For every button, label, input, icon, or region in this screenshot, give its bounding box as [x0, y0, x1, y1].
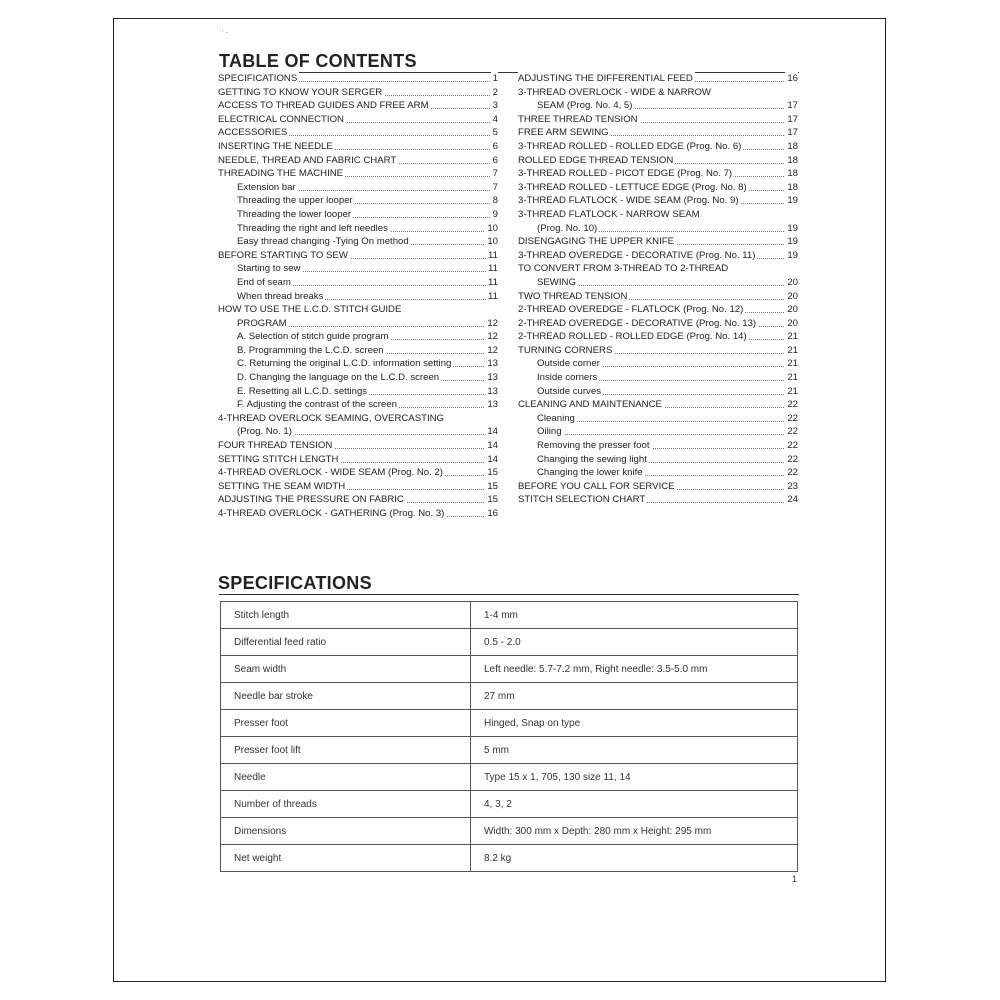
toc-entry: [218, 507, 498, 521]
table-row: [221, 764, 798, 791]
toc-entry-page: 16: [787, 73, 798, 84]
toc-entry-title: 4-THREAD OVERLOCK SEAMING, OVERCASTING: [218, 412, 445, 424]
toc-entry-page: 7: [492, 168, 498, 180]
toc-entry-page: 20: [787, 304, 798, 316]
toc-entry: [518, 181, 798, 195]
toc-entry: [218, 99, 498, 113]
toc-entry-title: 3-THREAD OVEREDGE - DECORATIVE (Prog. No. 11): [518, 249, 756, 261]
spec-value: 0.5 - 2.0: [471, 629, 798, 656]
spec-value: Type 15 x 1, 705, 130 size 11, 14: [471, 764, 798, 791]
toc-entry-title: 3-THREAD FLATLOCK - NARROW SEAM: [518, 208, 700, 220]
toc-entry: [518, 357, 798, 371]
toc-entry-title: 3-THREAD OVERLOCK - WIDE & NARROW: [518, 86, 711, 98]
toc-entry-title: 4-THREAD OVERLOCK - WIDE SEAM (Prog. No. 2): [218, 467, 443, 479]
toc-entry-title: B. Programming the L.C.D. screen: [237, 344, 384, 356]
spec-label: Seam width: [221, 656, 471, 683]
toc-entry: [218, 344, 498, 358]
toc-entry-page: 8: [492, 195, 498, 207]
toc-entry-title: Oiling: [537, 426, 562, 438]
toc-entry-title: Threading the right and left needles: [237, 222, 388, 234]
toc-entry-title: NEEDLE, THREAD AND FABRIC CHART: [218, 154, 397, 166]
toc-entry: [518, 262, 798, 276]
toc-entry-title: 3-THREAD FLATLOCK - WIDE SEAM (Prog. No. 9): [518, 195, 739, 207]
table-row: [221, 845, 798, 872]
toc-entry: [218, 290, 498, 304]
table-row: [221, 656, 798, 683]
toc-entry-page: 15: [487, 467, 498, 479]
toc-entry-page: 22: [787, 426, 798, 438]
toc-entry-title: D. Changing the language on the L.C.D. screen: [237, 372, 440, 384]
toc-entry: [218, 154, 498, 168]
toc-entry-page: 22: [787, 453, 798, 465]
toc-entry: [218, 398, 498, 412]
toc-entry-page: 10: [487, 236, 498, 248]
toc-entry-title: ACCESSORIES: [218, 127, 288, 139]
toc-entry-title: Changing the sewing light: [537, 453, 647, 465]
toc-entry-title: ROLLED EDGE THREAD TENSION: [518, 154, 674, 166]
toc-entry-page: 19: [787, 249, 798, 261]
toc-entry: [518, 235, 798, 249]
toc-entry-page: 1: [492, 73, 498, 84]
toc-entry-page: 21: [787, 385, 798, 397]
toc-entry: [218, 113, 498, 127]
spec-value: Left needle: 5.7-7.2 mm, Right needle: 3.5-5.0 mm: [471, 656, 798, 683]
toc-entry: [518, 303, 798, 317]
toc-entry-page: 6: [492, 140, 498, 152]
table-row: [221, 737, 798, 764]
toc-entry-page: 21: [787, 331, 798, 343]
toc-entry-page: 5: [492, 127, 498, 139]
toc-entry-title: F. Adjusting the contrast of the screen: [237, 399, 397, 411]
toc-entry: [518, 72, 798, 86]
toc-entry: [218, 276, 498, 290]
toc-entry: [218, 167, 498, 181]
toc-entry-title: (Prog. No. 1): [237, 426, 292, 438]
toc-entry-page: 22: [787, 412, 798, 424]
toc-entry-title: Threading the lower looper: [237, 208, 352, 220]
toc-entry-page: 24: [787, 494, 798, 506]
toc-entry-page: 19: [787, 195, 798, 207]
toc-entry: [218, 466, 498, 480]
table-row: [221, 710, 798, 737]
toc-entry-page: 9: [492, 208, 498, 220]
toc-entry-page: 16: [487, 508, 498, 519]
toc-entry-title: TO CONVERT FROM 3-THREAD TO 2-THREAD: [518, 263, 729, 275]
toc-entry-title: PROGRAM: [237, 317, 287, 329]
toc-entry-page: 17: [787, 113, 798, 125]
toc-entry: [518, 140, 798, 154]
toc-entry-title: 2-THREAD ROLLED - ROLLED EDGE (Prog. No. 14): [518, 331, 747, 343]
toc-entry-page: 21: [787, 344, 798, 356]
toc-entry-title: ACCESS TO THREAD GUIDES AND FREE ARM: [218, 100, 429, 112]
toc-entry: [218, 86, 498, 100]
toc-entry-page: 11: [488, 249, 498, 261]
toc-entry: [518, 276, 798, 290]
toc-entry: [518, 194, 798, 208]
toc-entry: [218, 330, 498, 344]
toc-entry-page: 12: [487, 317, 498, 329]
toc-entry-page: 7: [492, 181, 498, 193]
toc-entry: [518, 126, 798, 140]
table-row: [221, 602, 798, 629]
spec-value: 8.2 kg: [471, 845, 798, 872]
toc-entry-page: 13: [487, 372, 498, 384]
toc-entry-page: 21: [787, 372, 798, 384]
toc-entry-page: 22: [787, 440, 798, 452]
toc-entry-title: SEAM (Prog. No. 4, 5): [537, 100, 633, 112]
toc-entry: [218, 126, 498, 140]
toc-left-column: [218, 72, 498, 521]
toc-entry-title: End of seam: [237, 276, 291, 288]
toc-entry: [218, 303, 498, 317]
toc-entry-title: A. Selection of stitch guide program: [237, 331, 389, 343]
toc-entry-page: 6: [492, 154, 498, 166]
spec-label: Number of threads: [221, 791, 471, 818]
toc-entry-page: 11: [488, 290, 498, 302]
toc-entry-page: 12: [487, 344, 498, 356]
toc-entry-title: ADJUSTING THE DIFFERENTIAL FEED: [518, 73, 693, 84]
toc-entry-page: 13: [487, 358, 498, 370]
toc-entry: [518, 86, 798, 100]
toc-entry-page: 19: [787, 236, 798, 248]
toc-entry-title: 3-THREAD ROLLED - LETTUCE EDGE (Prog. No. 8): [518, 181, 747, 193]
toc-entry-page: 22: [787, 467, 798, 479]
toc-entry: [218, 439, 498, 453]
toc-entry-title: THREADING THE MACHINE: [218, 168, 344, 180]
toc-leader-dots: [537, 434, 798, 435]
toc-entry: [518, 425, 798, 439]
toc-entry-page: 20: [787, 317, 798, 329]
scan-mark: · .: [221, 26, 229, 35]
toc-entry: [218, 72, 498, 86]
toc-entry: [218, 140, 498, 154]
toc-entry: [518, 208, 798, 222]
toc-entry-page: 3: [492, 100, 498, 112]
toc-entry: [518, 371, 798, 385]
spec-label: Presser foot lift: [221, 737, 471, 764]
toc-entry-page: 12: [487, 331, 498, 343]
spec-value: 1-4 mm: [471, 602, 798, 629]
toc-entry-page: 23: [787, 480, 798, 492]
spec-value: 27 mm: [471, 683, 798, 710]
toc-entry-title: 3-THREAD ROLLED - ROLLED EDGE (Prog. No. 6): [518, 140, 742, 152]
specifications-rule: [219, 594, 799, 595]
toc-entry: [518, 398, 798, 412]
toc-entry: [218, 371, 498, 385]
toc-title: TABLE OF CONTENTS: [219, 51, 417, 71]
table-row: [221, 791, 798, 818]
toc-entry-page: 18: [787, 168, 798, 180]
spec-label: Needle: [221, 764, 471, 791]
toc-entry-title: SETTING THE SEAM WIDTH: [218, 480, 346, 492]
toc-entry-page: 14: [487, 440, 498, 452]
toc-entry: [218, 181, 498, 195]
toc-entry-title: When thread breaks: [237, 290, 324, 302]
toc-entry: [518, 154, 798, 168]
toc-entry: [218, 235, 498, 249]
toc-entry-page: 14: [487, 426, 498, 438]
toc-entry: [218, 249, 498, 263]
toc-entry-page: 17: [787, 100, 798, 112]
spec-label: Presser foot: [221, 710, 471, 737]
toc-entry: [518, 222, 798, 236]
toc-entry-page: 15: [487, 480, 498, 492]
toc-entry: [218, 357, 498, 371]
toc-entry-page: 18: [787, 181, 798, 193]
toc-entry-title: Starting to sew: [237, 263, 301, 275]
toc-entry-page: 22: [787, 399, 798, 411]
spec-label: Net weight: [221, 845, 471, 872]
toc-entry-page: 13: [487, 399, 498, 411]
toc-entry-title: FREE ARM SEWING: [518, 127, 609, 139]
toc-entry-title: Threading the upper looper: [237, 195, 353, 207]
table-row: [221, 683, 798, 710]
toc-entry-title: 4-THREAD OVERLOCK - GATHERING (Prog. No. 3): [218, 508, 445, 519]
toc-entry: [218, 208, 498, 222]
toc-entry-title: C. Returning the original L.C.D. information setting: [237, 358, 452, 370]
toc-entry: [518, 99, 798, 113]
toc-entry: [218, 425, 498, 439]
toc-entry-title: ADJUSTING THE PRESSURE ON FABRIC: [218, 494, 404, 506]
toc-entry-title: DISENGAGING THE UPPER KNIFE: [518, 236, 675, 248]
toc-entry-page: 17: [787, 127, 798, 139]
toc-entry-title: Outside curves: [537, 385, 601, 397]
toc-entry: [518, 290, 798, 304]
toc-right-column: [518, 72, 798, 507]
toc-entry: [518, 385, 798, 399]
toc-entry-title: Inside corners: [537, 372, 598, 384]
toc-entry-title: FOUR THREAD TENSION: [218, 440, 333, 452]
toc-entry-page: 2: [492, 86, 498, 98]
toc-entry: [518, 317, 798, 331]
toc-entry-title: ELECTRICAL CONNECTION: [218, 113, 344, 125]
toc-entry-page: 19: [787, 222, 798, 234]
toc-entry-title: SETTING STITCH LENGTH: [218, 453, 339, 465]
toc-entry: [218, 262, 498, 276]
toc-entry-title: Extension bar: [237, 181, 296, 193]
toc-entry-title: E. Resetting all L.C.D. settings: [237, 385, 368, 397]
table-row: [221, 818, 798, 845]
toc-entry: [218, 194, 498, 208]
toc-entry-page: 18: [787, 140, 798, 152]
toc-entry: [518, 113, 798, 127]
toc-entry: [218, 480, 498, 494]
toc-entry-title: GETTING TO KNOW YOUR SERGER: [218, 86, 383, 98]
spec-value: Hinged, Snap on type: [471, 710, 798, 737]
spec-value: 4, 3, 2: [471, 791, 798, 818]
toc-entry: [518, 480, 798, 494]
specifications-table: [220, 601, 798, 872]
toc-entry: [518, 439, 798, 453]
toc-entry-title: INSERTING THE NEEDLE: [218, 140, 333, 152]
toc-entry-title: CLEANING AND MAINTENANCE: [518, 399, 662, 411]
toc-entry-page: 13: [487, 385, 498, 397]
toc-entry-title: (Prog. No. 10): [537, 222, 598, 234]
toc-entry-page: 11: [488, 263, 498, 275]
toc-entry-title: SPECIFICATIONS: [218, 73, 298, 84]
toc-entry-title: Changing the lower knife: [537, 467, 643, 479]
toc-entry-title: 3-THREAD ROLLED - PICOT EDGE (Prog. No. 7): [518, 168, 733, 180]
toc-entry-page: 20: [787, 290, 798, 302]
spec-label: Dimensions: [221, 818, 471, 845]
toc-entry-title: HOW TO USE THE L.C.D. STITCH GUIDE: [218, 304, 402, 316]
spec-value: 5 mm: [471, 737, 798, 764]
toc-entry: [218, 317, 498, 331]
toc-entry: [218, 412, 498, 426]
toc-entry: [518, 330, 798, 344]
spec-label: Needle bar stroke: [221, 683, 471, 710]
toc-entry: [518, 493, 798, 507]
toc-entry-title: THREE THREAD TENSION: [518, 113, 638, 125]
toc-entry-page: 11: [488, 276, 498, 288]
spec-label: Stitch length: [221, 602, 471, 629]
toc-entry-page: 4: [492, 113, 498, 125]
toc-entry-page: 18: [787, 154, 798, 166]
toc-entry-page: 10: [487, 222, 498, 234]
toc-entry-title: TURNING CORNERS: [518, 344, 613, 356]
toc-entry: [218, 385, 498, 399]
toc-entry: [218, 493, 498, 507]
toc-entry-page: 14: [487, 453, 498, 465]
toc-entry: [518, 466, 798, 480]
toc-entry: [518, 249, 798, 263]
toc-entry-title: Cleaning: [537, 412, 575, 424]
toc-entry-title: BEFORE STARTING TO SEW: [218, 249, 348, 261]
spec-value: Width: 300 mm x Depth: 280 mm x Height: 295 mm: [471, 818, 798, 845]
toc-entry: [518, 412, 798, 426]
page-number: 1: [792, 874, 798, 884]
toc-entry-title: STITCH SELECTION CHART: [518, 494, 646, 506]
toc-entry-page: 15: [487, 494, 498, 506]
toc-entry-page: 21: [787, 358, 798, 370]
specifications-title: SPECIFICATIONS: [218, 573, 372, 593]
toc-entry-page: 20: [787, 276, 798, 288]
toc-entry-title: Removing the presser foot: [537, 440, 650, 452]
toc-entry-title: BEFORE YOU CALL FOR SERVICE: [518, 480, 675, 492]
toc-entry-title: 2-THREAD OVEREDGE - DECORATIVE (Prog. No. 13): [518, 317, 757, 329]
toc-entry-title: 2-THREAD OVEREDGE - FLATLOCK (Prog. No. 12): [518, 304, 744, 316]
spec-label: Differential feed ratio: [221, 629, 471, 656]
toc-entry: [218, 453, 498, 467]
toc-entry-title: Outside corner: [537, 358, 600, 370]
toc-entry: [518, 453, 798, 467]
toc-entry: [218, 222, 498, 236]
table-row: [221, 629, 798, 656]
toc-entry-title: TWO THREAD TENSION: [518, 290, 628, 302]
toc-entry: [518, 167, 798, 181]
toc-entry: [518, 344, 798, 358]
toc-entry-title: Easy thread changing -Tying On method: [237, 236, 409, 248]
toc-entry-title: SEWING: [537, 276, 576, 288]
